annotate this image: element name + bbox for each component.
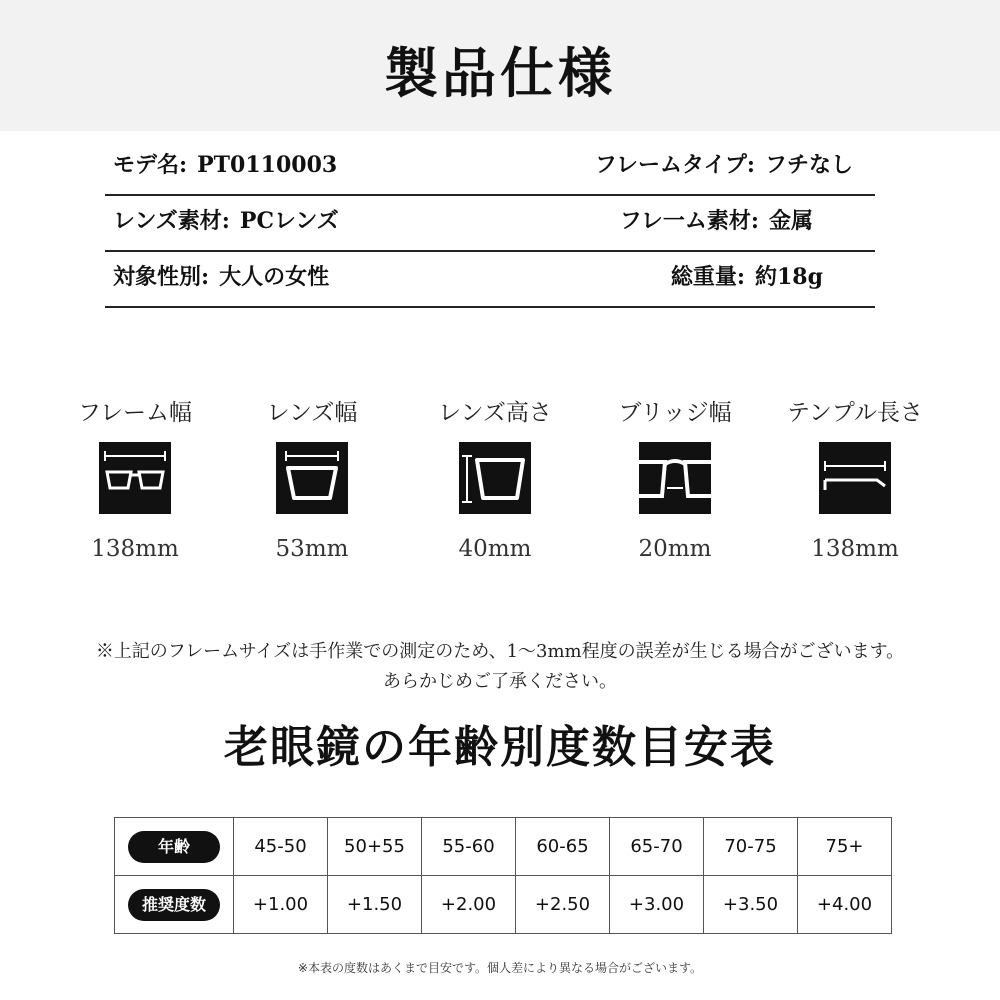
age-cell: 75+ bbox=[798, 818, 892, 876]
spec-label: レンズ素材: bbox=[113, 208, 230, 234]
spec-label: 総重量: bbox=[670, 264, 745, 290]
temple-length-icon bbox=[819, 442, 891, 514]
measure-lens-width bbox=[222, 398, 402, 564]
measure-value: 53mm bbox=[275, 536, 349, 562]
measure-value: 138mm bbox=[811, 536, 899, 562]
spec-value: 大人の女性 bbox=[219, 264, 330, 290]
measure-value: 40mm bbox=[458, 536, 532, 562]
age-cell: 70-75 bbox=[704, 818, 798, 876]
spec-row-1 bbox=[105, 138, 875, 196]
age-cell: 55-60 bbox=[422, 818, 516, 876]
spec-row-3 bbox=[105, 250, 875, 308]
disclaimer-line-1: ※上記のフレームサイズは手作業での測定のため、1～3mm程度の誤差が生じる場合がございます。 bbox=[95, 641, 905, 662]
chart-title: 老眼鏡の年齢別度数目安表 bbox=[224, 722, 776, 773]
measure-title: フレーム幅 bbox=[77, 400, 193, 426]
spec-value: PT0110003 bbox=[197, 152, 338, 178]
age-cell: 60-65 bbox=[516, 818, 610, 876]
power-cell: +4.00 bbox=[798, 876, 892, 934]
power-cell: +2.00 bbox=[422, 876, 516, 934]
spec-label: 対象性別: bbox=[113, 264, 210, 290]
age-cell: 45-50 bbox=[234, 818, 328, 876]
measure-lens-height bbox=[405, 398, 585, 564]
age-cell: 50+55 bbox=[328, 818, 422, 876]
age-power-table bbox=[114, 817, 892, 934]
measure-title: レンズ高さ bbox=[438, 400, 552, 426]
spec-value: PCレンズ bbox=[239, 208, 339, 234]
page-title: 製品仕様 bbox=[384, 41, 616, 105]
measure-temple-length bbox=[765, 398, 945, 564]
power-cell: +3.50 bbox=[704, 876, 798, 934]
spec-label: フレームタイプ: bbox=[594, 152, 755, 178]
spec-row-2 bbox=[105, 194, 875, 252]
spec-value: 約18g bbox=[755, 264, 823, 290]
table-row bbox=[115, 876, 892, 934]
power-cell: +3.00 bbox=[610, 876, 704, 934]
measure-frame-width bbox=[45, 398, 225, 564]
header-banner bbox=[0, 0, 1000, 131]
measure-bridge-width bbox=[585, 398, 765, 564]
power-cell: +1.50 bbox=[328, 876, 422, 934]
spec-value: フチなし bbox=[764, 152, 853, 178]
power-cell: +2.50 bbox=[516, 876, 610, 934]
footnote: ※本表の度数はあくまで目安です。個人差により異なる場合がございます。 bbox=[297, 961, 703, 975]
measure-title: テンプル長さ bbox=[787, 400, 923, 426]
disclaimer-line-2: あらかじめご了承ください。 bbox=[383, 671, 617, 692]
measure-value: 20mm bbox=[638, 536, 712, 562]
measure-title: ブリッジ幅 bbox=[618, 400, 732, 426]
lens-width-icon bbox=[276, 442, 348, 514]
spec-label: フレ一ム素材: bbox=[619, 208, 759, 234]
age-cell: 65-70 bbox=[610, 818, 704, 876]
measure-value: 138mm bbox=[91, 536, 179, 562]
frame-width-icon bbox=[99, 442, 171, 514]
measure-title: レンズ幅 bbox=[266, 400, 358, 426]
table-row bbox=[115, 818, 892, 876]
power-header-pill: 推奨度数 bbox=[128, 889, 220, 921]
lens-height-icon bbox=[459, 442, 531, 514]
power-cell: +1.00 bbox=[234, 876, 328, 934]
spec-label: モデ名: bbox=[113, 152, 188, 178]
bridge-width-icon bbox=[639, 442, 711, 514]
spec-value: 金属 bbox=[768, 208, 813, 234]
age-header-pill: 年齢 bbox=[128, 831, 220, 863]
